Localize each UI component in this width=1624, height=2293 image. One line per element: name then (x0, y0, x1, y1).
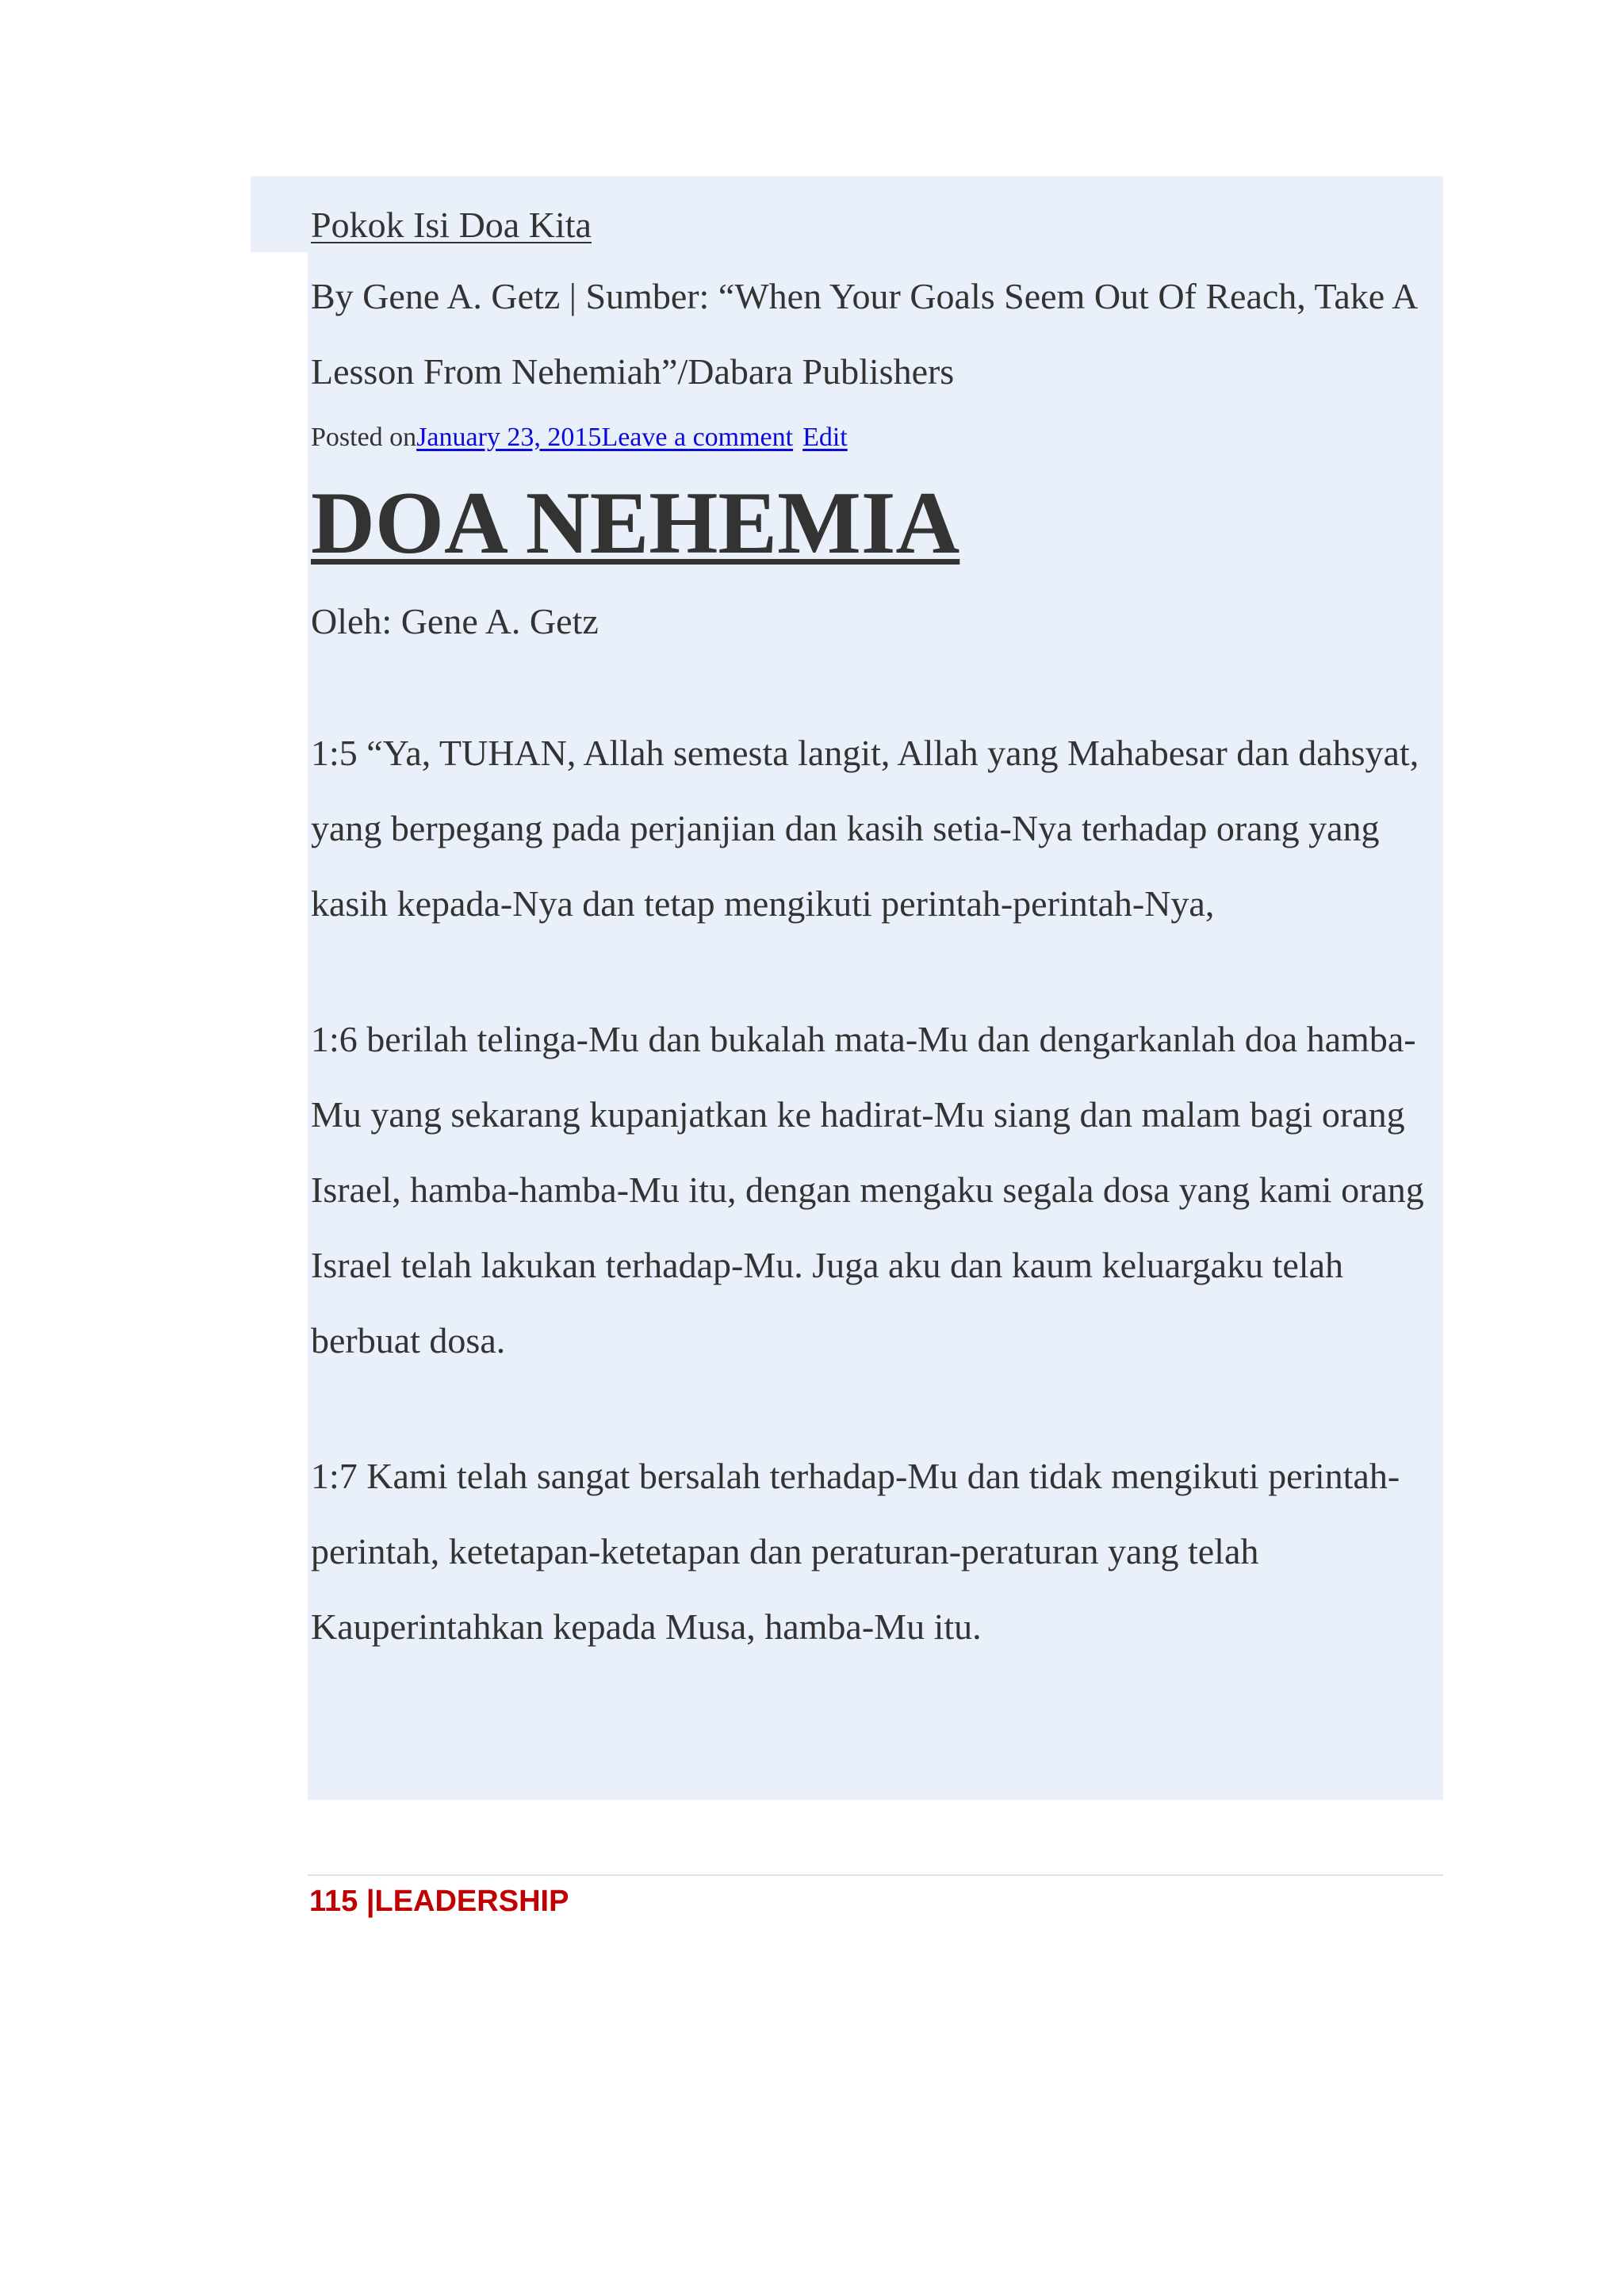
post-meta (311, 420, 1443, 455)
verse-1-5: 1:5 “Ya, TUHAN, Allah semesta langit, Allah yang Mahabesar dan dahsyat, yang berpegang pada perjanjian dan kasih setia-Nya terhadap orang yang kasih kepada-Nya dan tetap mengikuti perintah-perintah-Nya, (311, 733, 1419, 924)
verse-1-7: 1:7 Kami telah sangat bersalah terhadap-Mu dan tidak mengikuti perintah-perintah, ketetapan-ketetapan dan peraturan-peraturan yang telah Kauperintahkan kepada Musa, hamba-Mu itu. (311, 1456, 1400, 1647)
page-footer: 115 |LEADERSHIP (309, 1885, 569, 1918)
leave-comment-link[interactable]: Leave a comment (601, 423, 794, 452)
post-title-link[interactable]: Pokok Isi Doa Kita (311, 205, 592, 245)
article-author: Oleh: Gene A. Getz (311, 601, 599, 641)
article-heading: DOA NEHEMIA (311, 474, 960, 572)
post-content-panel (308, 176, 1443, 1800)
verse-1-6: 1:6 berilah telinga-Mu dan bukalah mata-Mu dan dengarkanlah doa hamba-Mu yang sekarang kupanjatkan ke hadirat-Mu siang dan malam bagi orang Israel, hamba-hamba-Mu itu, dengan mengaku segala dosa yang kami orang Israel telah lakukan terhadap-Mu. Juga aku dan kaum keluargaku telah berbuat dosa. (311, 1019, 1424, 1361)
posted-on-label: Posted on (311, 423, 417, 452)
post-date-link[interactable]: January 23, 2015 (416, 423, 602, 452)
post-byline: By Gene A. Getz | Sumber: “When Your Goals Seem Out Of Reach, Take A Lesson From Nehemiah”/Dabara Publishers (311, 276, 1416, 392)
edit-link[interactable]: Edit (802, 423, 848, 452)
footer-divider (308, 1874, 1443, 1876)
